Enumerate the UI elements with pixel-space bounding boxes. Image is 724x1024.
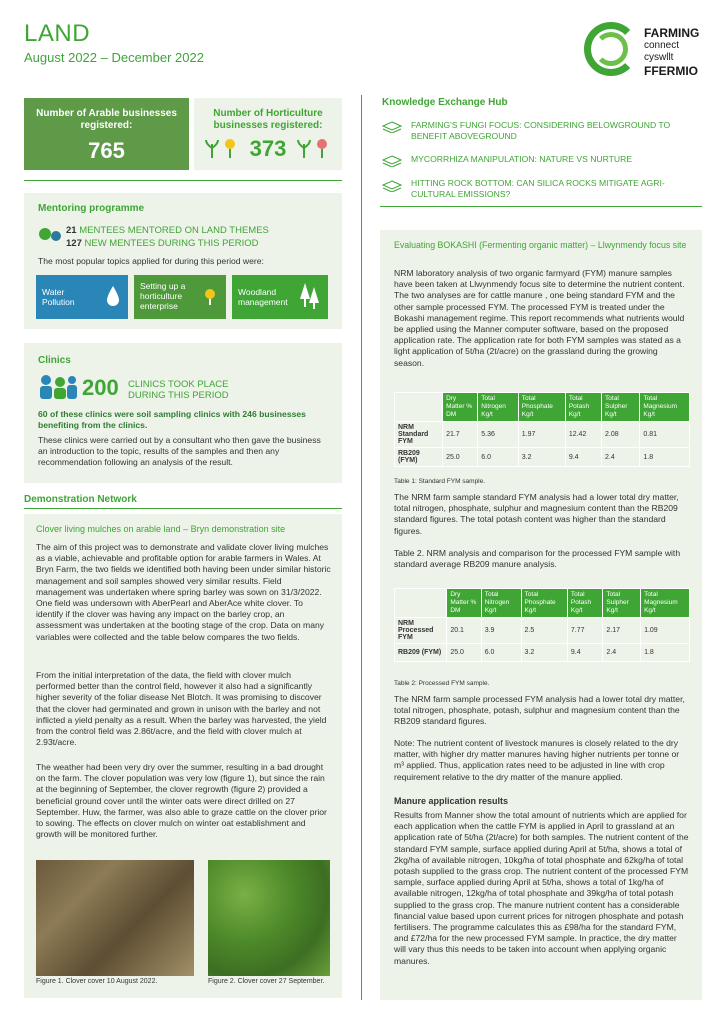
clinics-panel	[24, 343, 342, 483]
demo-paragraph-3: The weather had been very dry over the summer, resulting in a bad drought on the farm. The clover population was very low (figure 1), but since the rain at the beginning of September, the clover regrowth (figure 2) provided a beneficial ground cover until the winter oats were direct drilled on 27 September. Huw, the farmer, was also able to graze cattle on the clover prior to sowing. The effects on clover mulch on winter oat establishment and growth will be monitored further.	[36, 762, 327, 840]
demo-paragraph-2: From the initial interpretation of the data, the field with clover mulch performed better than the control field, however it also had a significantly higher severity of the foliar disease Net Blotch. It was promising to discover that the clover had germinated and grown in unison with the barley and not inflicted a yield penalty as a result. When the barley was harvested, the yield from the control field was 2.86t/acre, and the field with clover mulch at 2.93t/acre.	[36, 670, 327, 748]
mentees-line-1: 21 MENTEES MENTORED ON LAND THEMES	[66, 225, 269, 236]
table-header-cell: Dry Matter % DM	[443, 393, 478, 422]
clinic-people-icon	[38, 373, 78, 401]
table-cell: 3.2	[518, 448, 565, 467]
section-divider	[24, 508, 342, 509]
table-cell: 2.4	[603, 644, 641, 662]
bokashi-heading: Evaluating BOKASHI (Fermenting organic matter) – Llwynmendy focus site	[394, 240, 687, 250]
table-header-cell: Total Sulpher Kg/t	[603, 589, 641, 618]
demo-subheading: Clover living mulches on arable land – Bryn demonstration site	[36, 524, 286, 534]
layers-icon	[382, 180, 402, 192]
table-cell: 3.9	[481, 618, 521, 644]
table-header-cell: Total Phosphate Kg/t	[518, 393, 565, 422]
arable-stat-label: Number of Arable businesses registered:	[36, 108, 177, 131]
table-header-cell: Total Phosphate Kg/t	[521, 589, 567, 618]
logo-inner-ring-icon	[594, 32, 628, 66]
table-cell: 6.0	[478, 448, 519, 467]
table-header-cell: Total Sulpher Kg/t	[602, 393, 640, 422]
clover-photo-august	[36, 860, 194, 976]
table-cell: 0.81	[640, 422, 690, 448]
processed-fym-table	[394, 588, 690, 662]
table-1-caption: Table 1: Standard FYM sample.	[394, 478, 486, 485]
bokashi-note: Note: The nutrient content of livestock manures is closely related to the dry matter, with higher dry matter manures having higher nutrients per tonne or m³ applied. Thus, application rates need to be adjusted in line with crop requirement relative to the dry matter of the manure applied.	[394, 738, 680, 782]
table-cell: 1.09	[641, 618, 690, 644]
standard-fym-table	[394, 392, 690, 467]
clinics-summary: 60 of these clinics were soil sampling clinics with 246 businesses benefiting from the clinics.	[38, 409, 306, 431]
table-row	[395, 422, 690, 448]
table-cell: 25.0	[443, 448, 478, 467]
section-divider	[24, 180, 342, 181]
mentees-line-2: 127 NEW MENTEES DURING THIS PERIOD	[66, 238, 259, 249]
bokashi-panel	[380, 230, 702, 1000]
clinics-count: 200	[82, 375, 119, 400]
table-cell: 6.0	[481, 644, 521, 662]
table-cell: NRM Standard FYM	[395, 422, 443, 448]
layers-icon	[382, 155, 402, 167]
mentoring-people-icon	[38, 225, 62, 247]
layers-icon	[382, 121, 402, 133]
water-drop-icon	[106, 285, 120, 307]
knowledge-hub-link[interactable]: FARMING'S FUNGI FOCUS: CONSIDERING BELOWGROUND TO BENEFIT ABOVEGROUND	[411, 120, 671, 141]
logo-text: FFERMIO	[644, 64, 698, 78]
clover-photo-september	[208, 860, 330, 976]
flower-icon	[202, 287, 218, 305]
table-cell: 2.17	[603, 618, 641, 644]
table-cell: 1.97	[518, 422, 565, 448]
table-cell: 7.77	[567, 618, 603, 644]
manure-results-heading: Manure application results	[394, 796, 509, 806]
table-cell: 21.7	[443, 422, 478, 448]
table-header-cell: Total Potash Kg/t	[567, 589, 603, 618]
arable-stat-value: 765	[88, 138, 125, 163]
table-cell: 25.0	[447, 644, 481, 662]
table-cell: 1.8	[641, 644, 690, 662]
table-cell: 2.4	[602, 448, 640, 467]
table-cell: 1.8	[640, 448, 690, 467]
table-header-cell: Total Potash Kg/t	[565, 393, 601, 422]
table-cell: 9.4	[565, 448, 601, 467]
figure-1-caption: Figure 1. Clover cover 10 August 2022.	[36, 978, 158, 985]
clinics-count-label: CLINICS TOOK PLACE DURING THIS PERIOD	[128, 379, 229, 401]
horticulture-stat-card	[194, 98, 342, 170]
horticulture-stat-value: 373	[249, 136, 287, 161]
mentoring-intro: The most popular topics applied for during this period were:	[38, 256, 264, 266]
knowledge-hub-link[interactable]: MYCORRHIZA MANIPULATION: NATURE VS NURTURE	[411, 154, 633, 164]
horticulture-stat-label: Number of Horticulture businesses registered:	[213, 108, 323, 131]
arable-stat-card	[24, 98, 189, 170]
table-cell: 20.1	[447, 618, 481, 644]
table-cell: 9.4	[567, 644, 603, 662]
table-cell: 2.08	[602, 422, 640, 448]
mentoring-heading: Mentoring programme	[38, 203, 145, 214]
bokashi-paragraph-1: NRM laboratory analysis of two organic farmyard (FYM) manure samples have been taken at Llwynmendy focus site to determine the nutrient content. The two analyses are for cattle manure , one being standard FYM and the other sample processed FYM. The processed FYM is treated under the Bokashi management regime. This report recommends what nutrients would be applied using the Manner computer software, based on the proposed application rate. The application rate for both FYM samples was stated as a light application of 5t/ha (2t/acre) on the grassland during the growing season.	[394, 268, 685, 368]
table-2-caption: Table 2: Processed FYM sample.	[394, 680, 490, 687]
figure-2-caption: Figure 2. Clover cover 27 September.	[208, 978, 325, 985]
table-row	[395, 448, 690, 467]
logo-text: cyswllt	[644, 52, 674, 63]
table-cell: NRM Processed FYM	[395, 618, 447, 644]
bokashi-paragraph-4: The NRM farm sample processed FYM analysis had a lower total dry matter, total nitrogen, phosphate, potash, sulphur and magnesium content than the RB209 standard figures.	[394, 694, 685, 727]
table-cell: 12.42	[565, 422, 601, 448]
clinics-heading: Clinics	[38, 355, 71, 366]
table-header-cell: Dry Matter % DM	[447, 589, 481, 618]
table-row	[395, 644, 690, 662]
table-cell: RB209 (FYM)	[395, 644, 447, 662]
table-header-cell: Total Nitrogen Kg/t	[478, 393, 519, 422]
logo-text: FARMING	[644, 26, 700, 40]
section-divider	[380, 206, 702, 207]
bokashi-paragraph-2: The NRM farm sample standard FYM analysis had a lower total dry matter, total nitrogen, phosphate, sulphur and magnesium content than the RB209 standard figures. The total potash content was higher than the standard figures.	[394, 492, 679, 536]
table-cell: 5.36	[478, 422, 519, 448]
table-header-cell	[395, 589, 447, 618]
flower-icon	[296, 136, 334, 160]
page-title: LAND	[24, 20, 91, 47]
table-row	[395, 618, 690, 644]
table-cell: 2.5	[521, 618, 567, 644]
knowledge-hub-heading: Knowledge Exchange Hub	[382, 97, 508, 108]
table-header-cell: Total Nitrogen Kg/t	[481, 589, 521, 618]
topic-horticulture: Setting up a horticulture enterprise	[134, 275, 226, 319]
tree-icon	[298, 281, 320, 311]
table-cell: RB209 (FYM)	[395, 448, 443, 467]
farming-connect-logo	[584, 20, 704, 80]
table-header-cell: Total Magnesium Kg/t	[641, 589, 690, 618]
page-subtitle: August 2022 – December 2022	[24, 50, 204, 65]
knowledge-hub-link[interactable]: HITTING ROCK BOTTOM: CAN SILICA ROCKS MITIGATE AGRI-CULTURAL EMISSIONS?	[411, 178, 665, 199]
topic-woodland: Woodland management	[232, 275, 328, 319]
column-divider	[361, 95, 362, 1000]
table-header-cell	[395, 393, 443, 422]
table-header-cell: Total Magnesium Kg/t	[640, 393, 690, 422]
logo-text: connect	[644, 40, 680, 51]
table-cell: 3.2	[521, 644, 567, 662]
demo-network-heading: Demonstration Network	[24, 494, 137, 505]
clinics-body: These clinics were carried out by a consultant who then gave the business an introduction to the topic, results of the samples and then any recommendation following an analysis of the result.	[38, 435, 321, 468]
demo-paragraph-1: The aim of this project was to demonstrate and validate clover living mulches as a viable, achievable and profitable option for arable farmers in Wales. At Bryn Farm, the two fields we identified both having been under similar historic management and soil samples showed very similar results. Field management was undertaken where spring barley was sown on 31/3/2022. One field was undersown with AberPearl and AberAce white clover. To identify if the clover was having any impact on the barley crop, an assessment was undertaken at the booting stage of the crop. Data on many variables were collected and the table below compares the two fields.	[36, 542, 331, 642]
bokashi-paragraph-6: Results from Manner show the total amount of nutrients which are applied for each application when the cattle FYM is applied in April to grassland at an application rate of 5t/ha (2t/acre) for both samples. The nutrient content of the standard FYM sample, surface applied during April at 5t/ha, shows a total of 2kg/ha of available nitrogen, 10kg/ha of total phosphate and 62kg/ha of total potash supplied to the grass crop. The nutrient content of the processed FYM sample, surface applied during April at 5t/ha, shows a total of 1kg/ha of available nitrogen, 12kg/ha of total phosphate and 39kg/ha of total potash supplied to the grass crop. The manure nutrient content has a considerable financial value based upon current prices for nitrogen phosphate and potash fertilisers. The programme calculates this as £98/ha for the standard FYM, and £72/ha for the new processed FYM sample. In practice, the dry matter will vary thus this needs to be taken into account when applying organic manures.	[394, 810, 689, 966]
bokashi-paragraph-3: Table 2. NRM analysis and comparison for the processed FYM sample with standard average RB209 manure analysis.	[394, 548, 681, 570]
mentoring-panel	[24, 193, 342, 329]
topic-water-pollution: Water Pollution	[36, 275, 128, 319]
demo-network-panel	[24, 514, 342, 998]
